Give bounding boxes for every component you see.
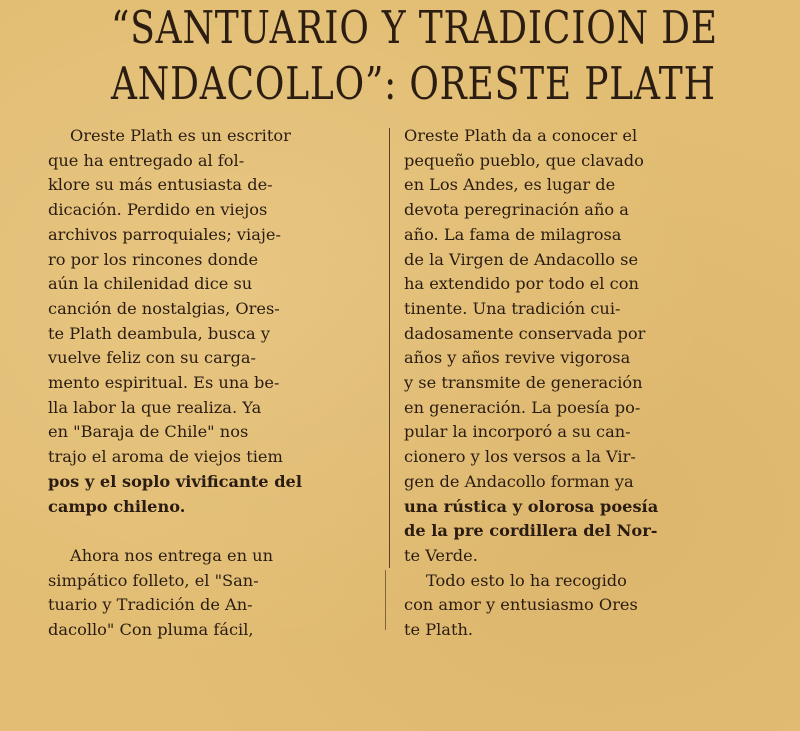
- text-line: dadosamente conservada por: [404, 323, 646, 343]
- column-divider: [389, 128, 390, 568]
- text-line: simpático folleto, el "San-: [48, 570, 259, 590]
- text-line: gen de Andacollo forman ya: [404, 471, 634, 491]
- text-line: una rústica y olorosa poesía: [404, 496, 659, 516]
- text-line: devota peregrinación año a: [404, 200, 629, 220]
- text-line: dacollo" Con pluma fácil,: [48, 620, 254, 640]
- text-line: de la pre cordillera del Nor-: [404, 521, 658, 541]
- text-line: año. La fama de milagrosa: [404, 224, 622, 244]
- text-line: te Plath.: [404, 620, 474, 640]
- text-line: vuelve feliz con su carga-: [48, 348, 256, 368]
- text-line: tuario y Tradición de An-: [48, 595, 253, 615]
- text-line: en Los Andes, es lugar de: [404, 175, 616, 195]
- text-line: te Plath deambula, busca y: [48, 323, 270, 343]
- text-line: campo chileno.: [48, 496, 186, 516]
- text-line: Todo esto lo ha recogido: [426, 570, 627, 590]
- text-line: Oreste Plath da a conocer el: [404, 126, 638, 145]
- text-line: Oreste Plath es un escritor: [70, 126, 291, 145]
- text-line: mento espiritual. Es una be-: [48, 373, 280, 393]
- headline-line-1: “SANTUARIO Y TRADICION DE: [111, 1, 718, 54]
- text-line: ro por los rincones donde: [48, 249, 259, 269]
- text-line: pular la incorporó a su can-: [404, 422, 631, 442]
- text-line: pos y el soplo vivificante del: [48, 471, 302, 491]
- text-line: pequeño pueblo, que clavado: [404, 150, 644, 170]
- text-line: te Verde.: [404, 545, 478, 565]
- text-line: en "Baraja de Chile" nos: [48, 422, 249, 442]
- column-right: [404, 124, 744, 643]
- text-line: tinente. Una tradición cui-: [404, 298, 621, 318]
- text-line: lla labor la que realiza. Ya: [48, 397, 262, 417]
- text-line: de la Virgen de Andacollo se: [404, 249, 639, 269]
- text-line: que ha entregado al fol-: [48, 150, 245, 170]
- column-left: [48, 124, 386, 643]
- headline: [40, 0, 750, 112]
- text-line: aún la chilenidad dice su: [48, 274, 253, 294]
- text-line: cionero y los versos a la Vir-: [404, 447, 636, 467]
- text-line: y se transmite de generación: [404, 373, 643, 393]
- text-line: en generación. La poesía po-: [404, 397, 641, 417]
- text-line: años y años revive vigorosa: [404, 348, 631, 368]
- text-line: archivos parroquiales; viaje-: [48, 224, 281, 244]
- text-line: ha extendido por todo el con: [404, 274, 639, 294]
- text-line: canción de nostalgias, Ores-: [48, 298, 280, 318]
- text-line: dicación. Perdido en viejos: [48, 200, 268, 220]
- text-line: con amor y entusiasmo Ores: [404, 595, 638, 615]
- text-line: trajo el aroma de viejos tiem: [48, 447, 283, 467]
- blank-line: [48, 519, 386, 544]
- text-line: Ahora nos entrega en un: [70, 545, 274, 565]
- headline-line-2: ANDACOLLO”: ORESTE PLATH: [111, 57, 716, 110]
- text-line: klore su más entusiasta de-: [48, 175, 273, 195]
- column-divider-lower: [385, 570, 386, 630]
